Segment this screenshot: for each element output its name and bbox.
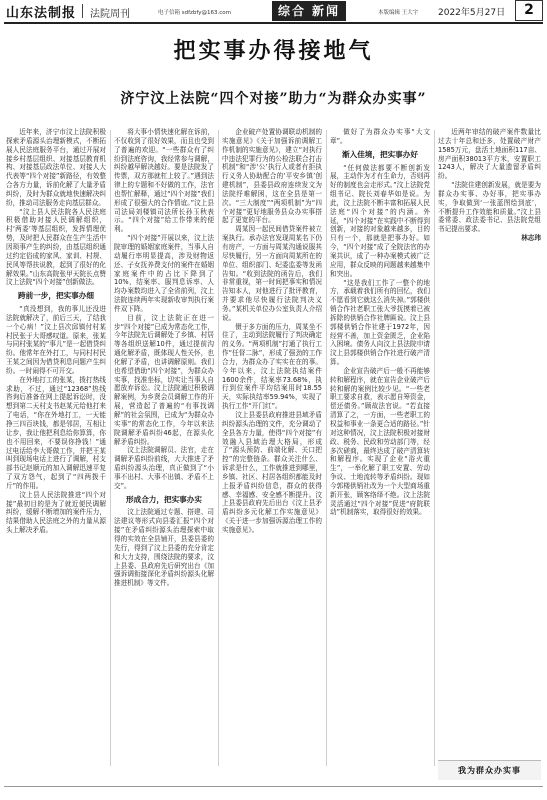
newspaper-logo: 山东法制报 — [6, 6, 77, 21]
column-divider — [326, 130, 327, 766]
section-heading: 形成合力，把实事办实 — [126, 494, 202, 504]
paragraph: 目前，汶上法院正在进一步“四个对接”已成为常态化工作，今年法院先后调解处了乡镇、村居等各组织送解10件，通过提前沟通化解矛盾，既体现人性关怀，也化解了矛盾，也讲调解原则。我们也希望借助“四个对接”，为群众办实事，找准坐标，切实让当事人自愿放弃诉讼。汶上法院通过积极调解案例，为乡贤会员调解工作的开展，营造起了普遍的“有事找调解”的社会氛围，已成为“为群众办实事”的常态化工作，今年以来法院调解矛盾纠纷46起，在源头化解矛盾纠纷。 — [114, 313, 214, 446]
column-1 — [6, 128, 106, 768]
paragraph: “这是我们工作了一整个的地方，承载着我们所有的回忆，我们不愿看到它就这么消失掉。”郭楼供销合作社老职工张大爷抚摸着已被拆除的供销合作社牌匾说。汶上县郭楼供销合作社建于1972年，因经营不善，加上资金匮乏，企业陷入困境。债务人向汶上县法院申请汶上县郭楼供销合作社进行破产清算。 — [330, 278, 430, 367]
paragraph: “四个对接”开展以来，汶上法院审理的婚姻家庭案件，当事人自动履行率明显提高，涉及财物返还、子女抚养费支付的案件在婚姻家庭案件中的占比下降到了10%，结案率、服判息诉率、人均办案数均进入了全省前列，汶上法院连续两年实现新收审判执行案件双下降。 — [114, 234, 214, 313]
page-bottom-rule — [4, 786, 543, 787]
column-divider — [218, 130, 219, 766]
paragraph: 做好了为群众办实事“大文章”。 — [330, 128, 430, 145]
paragraph: 汶上法院调解员、法官，走在调解矛盾纠纷前线，大大推进了矛盾纠纷源头治理，真正做到了“小事不出村、大事不出镇、矛盾不上交”。 — [114, 446, 214, 490]
paragraph: 在外地打工的张某，拨打热线求助，不过，通过“12368”热线咨询后准备在网上提起诉讼时，没想到第二天村支书赵某元给他打来了电话，“你在外地打工，一天能挣三四百块钱，都是邻居，互相让让步，我让他把利息给你算算，你也不用回来，不要误你挣钱！”通过电话给李大哥做工作，并把王某叫到现场电话上进行了调解，村支部书记赵顺元的加入调解迅速平复了双方怨气，起到了“四两拨千斤”的作用。 — [6, 375, 106, 490]
issue-date: 2022年5月27日 — [438, 8, 506, 18]
article-author: 林志玮 — [521, 234, 541, 243]
logo-divider — [82, 4, 83, 18]
paragraph: “汶上县人民法院各人民法庭积极借助对接人民调解组织，村‘两委’等基层组织，发挥情理优势，及时把人民群众在生产生活中因琐事产生的纠纷，由基层组织通过约定俗成的家风、家训、村规、民风等帮扶说教，起到了很好的化解效果。”山东高院张甲天院长点赞汶上法院“四个对接”创新做法。 — [6, 207, 106, 287]
masthead — [0, 0, 547, 22]
column-2 — [114, 128, 214, 768]
paragraph: “真没想到，我的事儿还没进法院就解决了，前后三天，了结我一个心病！”汶上县次邱镇付村某村民张于大哥感叹道。原来，张某与同村张某的“事儿”是一起借贷纠纷。他常年在外打工，与同村村民王某之间因为借贷利息问题产生纠纷。一时闹得不可开交。 — [6, 305, 106, 375]
email-line: 电子信箱 sdfzbfy@163.com — [158, 10, 232, 16]
paragraph: 将大事小情快速化解在诉前，不仅收到了很好效果，而且也受到了普遍的欢迎。“一些群众有了纠纷到法庭咨询，我经常参与调解，纠纷越早解决越好。要是法院发了传票，双方那就杠上较了。”遇到法律上的专题和不好做的工作，法官也帮忙解释，通过“四个对接”我们形成了很强大的合作情谊。”汶上县司法局刘楼镇司法所长孙玉秋表示。“四个对接”给工作带来的便利。 — [114, 128, 214, 234]
section-heading: 渐入佳境，把实事办好 — [342, 149, 418, 159]
banner-right: 新闻 — [312, 4, 341, 18]
paragraph: “任何做法都要不断创新发展，主动作为才有生命力，否则再好的制度也会走形式。”汶上法院党组书记、院长刘春华如是说。为此，汶上法院不断丰富和拓展人民法庭“四个对接”的内涵。外延，“四个对接”在实践中不断得到创新，对接的对象越来越多，目的只有一个，那就是把事办好。如今，“四个对接”成了全院法官的办案共识，成了一种办案模式被广泛应用，群众反映的问题越来越集中和突出。 — [330, 163, 430, 278]
paragraph: 近年来，济宁市汶上法院积极探索矛盾源头治理新模式，不断拓展人民法庭服务平台，通过开展对接乡村基层组织、对接基层教育机构、对接基层政法单位、对接人大代表等“四个对接”新路径，有效整合各方力量，诉前化解了大量矛盾纠纷，及时为群众就地快速解决纠纷，推动司法服务走向基层群众。 — [6, 128, 106, 207]
section-name: 法院周刊 — [90, 9, 130, 20]
page-number: 2 — [515, 0, 543, 21]
article-body — [6, 128, 541, 768]
headline: 把实事办得接地气 — [173, 38, 374, 64]
subheadline: 济宁汶上法院“四个对接”助力“为群众办实事” — [120, 91, 427, 107]
editor-credit: 本版编辑 王大宇 — [378, 10, 419, 16]
paragraph: 汶上法院通过专题、搭建、司法建议等形式向县委汇报“四个对接”在矛盾纠纷源头治理探索中取得的实效在全县铺开，县委县委的先行，得到了汶上县委的充分肯定和大力支持，围绕法院的要求，汶上县委、县政府先后研究出台《加强诉调衔接深化矛盾纠纷源头化解推进机制》等文件。 — [114, 508, 214, 588]
section-banner — [272, 1, 346, 21]
paragraph: 汶上县委县政府推进县域矛盾纠纷源头治理的文件，充分调动了全县各方力量，使得“四个对接”有效融入县域治理大格局，形成了“源头预防、前端化解、关口把控”的完整链条。群众关注什么、诉求是什么，工作就推进到哪里，乡镇、社区、村居各组织都能及时上报矛盾纠纷信息，群众的获得感、幸福感、安全感不断提升。汶上县委县政府先后出台《汶上县矛盾纠纷多元化解工作实施意见》《关于进一步加强诉源治理工作的实施意见》。 — [222, 411, 322, 534]
paragraph: 周某因一起民间借贷案件被立案执行。承办法官发现周某名下仍有房产，一方面与周某沟通说服其尽快履行，另一方面向周某所在的单位、组织部门、纪委监委等发函告知。“收到法院的函告后，我们非常重视，第一时间把事实和情况告知本人，对他进行了批评教育，并要求他尽快履行法院判决义务。”某机关单位办公室负责人介绍说。 — [222, 225, 322, 322]
masthead-rule — [4, 22, 543, 24]
paragraph: 企业宣告破产后一般不再能够转和解程序，就在宣告企业破产后转和解的案例比较少见。“一些老职工要求自救，表示愿自筹资金，偿还债务。”顾故法官说。“若直接清算了之，一方面，一些老职工的权益和事业一条更合适的路径。”针对这种情况，汶上法院积极对接财政、税务、民政和劳动部门等，经多次磋商，最终达成了破产清算转和解程序。实现了企业“浴火重生”，一举化解了职工安置、劳动争议、土地流转等矛盾纠纷。现如今郭楼供销社改为一个大型商场重新开张，顾客络绎不绝。汶上法院灵活通过“四个对接”促进“府院联动”机制落实，取得很好的效果。 — [330, 366, 430, 517]
banner-left: 综合 — [278, 4, 307, 18]
column-4 — [330, 128, 430, 768]
paragraph: 近两年审结的破产案件数量比过去十年总和还多，处置破产财产1585万元，盘活土地面积117亩、房产面积38013平方米，安置职工1243人，解决了大量遗留矛盾纠纷。 — [438, 128, 541, 181]
paragraph: “法院住建创新发展，就是要为群众办实事、办好事，把实事办实，争取做到‘一张蓝图绘到底’，不断提升工作效能和质量。”汶上县委常委、政法委书记、县法院党组书记提出要求。 — [438, 181, 541, 234]
paragraph: 慑于多方面的压力，周某坐不住了，主动到法院履行了判决确定的义务。“两项机制”打通了执行工作“任督二脉”，形成了强劲的工作合力，为群众办了实实在在的事。今年以来，汶上法院执结案件1600余件，结案率73.68%，执行到位案件平均结案用时18.55天，实际执结率59.94%，实现了执行工作“开门红”。 — [222, 322, 322, 411]
column-divider — [434, 130, 435, 766]
paragraph: 企业破产处置协调联动机制的实施意见》《关于加强诉前调解工作机制的实施意见》，建立“对执行中违法犯罪行为的公检法联合打击机制”和“涉‘公’执行人或者有拒执行义务人协助配合的‘平安乡镇’创建机制”，县委县政府连续发文为法院纾难解困，这在全县是第一次。“三大制度”“两项机制”为“四个对接”更好地服务县众办实事搭起了更宽的平台。 — [222, 128, 322, 225]
section-heading: 跨前一步，把实事办细 — [18, 291, 94, 301]
column-5 — [438, 128, 541, 698]
column-3 — [222, 128, 322, 768]
column-divider — [110, 130, 111, 766]
campaign-tag — [438, 760, 541, 780]
paragraph: 汶上县人民法院推进“四个对接”最初目的是为了就近便民调解纠纷，缓解不断增加的案件压力，结果借助人民法庭之外的力量从源头上解决矛盾。 — [6, 490, 106, 535]
campaign-tag-text: 我为群众办实事 — [458, 765, 521, 775]
